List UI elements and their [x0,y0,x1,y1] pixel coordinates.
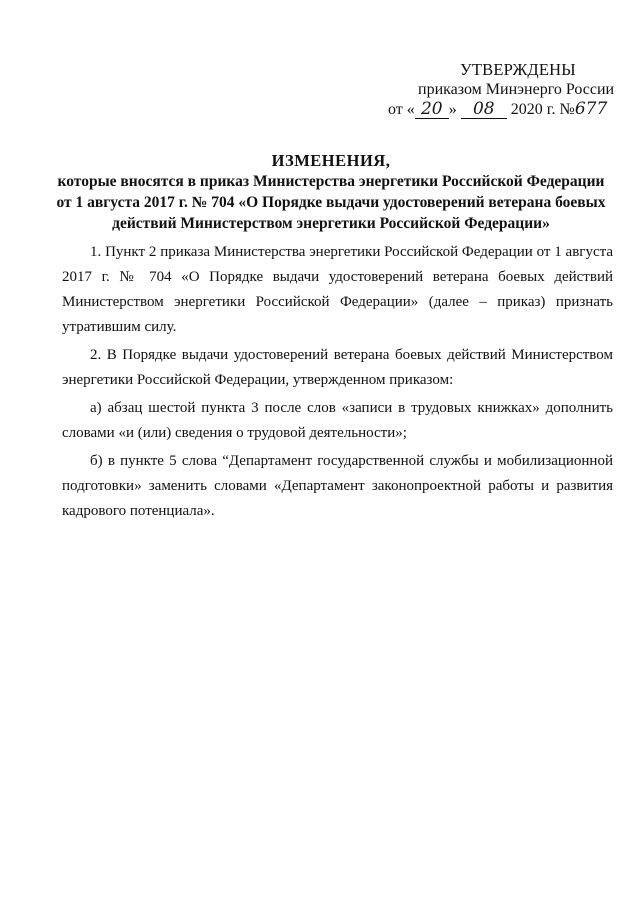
document-body [62,240,613,527]
year-and-number-label: 2020 г. № [510,101,575,118]
heading-title: ИЗМЕНЕНИЯ, [271,151,391,170]
handwritten-day: 20 [415,100,449,119]
approval-issuer: приказом Минэнерго России [418,81,615,98]
document-heading [40,150,622,234]
paragraph-item-1: 1. Пункт 2 приказа Министерства энергетики Российской Федерации от 1 августа 2017 г. № 704 «О Порядке выдачи удостоверений ветерана боевых действий Министерством энергетики Российской Федерации» (далее – приказ) признать утратившим силу. [62,244,613,335]
heading-line-2: от 1 августа 2017 г. № 704 «О Порядке выдачи удостоверений ветерана боевых [56,194,606,211]
handwritten-month: 08 [461,100,507,119]
heading-line-1: которые вносятся в приказ Министерства энергетики Российской Федерации [57,173,605,190]
approval-date-line [388,100,628,120]
paragraph-item-2a: а) абзац шестой пункта 3 после слов «записи в трудовых книжках» дополнить словами «и (или) сведения о трудовой деятельности»; [62,400,613,441]
paragraph-item-2b: б) в пункте 5 слова “Департамент государственной службы и мобилизационной подготовки» заменить словами «Департамент законопроектной работы и развития кадрового потенциала». [62,453,613,519]
approval-title: УТВЕРЖДЕНЫ [460,60,576,79]
handwritten-order-number: 677 [574,99,608,119]
approval-block [388,60,628,120]
date-close-quote: » [448,101,457,118]
date-prefix: от « [388,101,415,118]
heading-line-3: действий Министерством энергетики Российской Федерации» [112,215,550,232]
paragraph-item-2: 2. В Порядке выдачи удостоверений ветерана боевых действий Министерством энергетики Российской Федерации, утвержденном приказом: [62,347,613,388]
